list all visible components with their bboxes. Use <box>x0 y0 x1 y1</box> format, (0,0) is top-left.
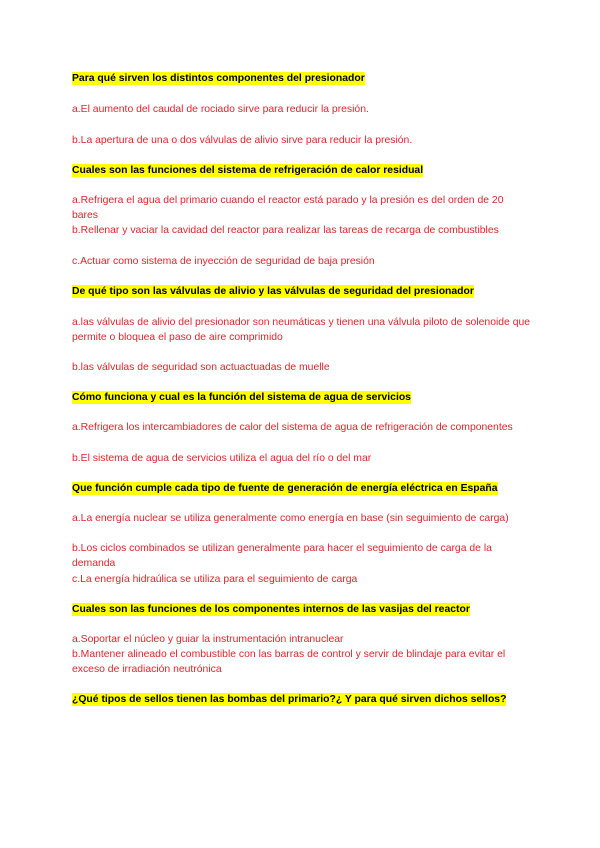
question-2 <box>72 163 532 178</box>
answer-2c <box>72 254 532 269</box>
answer-text: c.Actuar como sistema de inyección de seguridad de baja presión <box>72 256 375 267</box>
question-3-text: De qué tipo son las válvulas de alivio y las válvulas de seguridad del presionador <box>72 286 474 297</box>
answer-5a <box>72 511 532 526</box>
question-5-text: Que función cumple cada tipo de fuente de generación de energía eléctrica en España <box>72 483 498 494</box>
answer-4b <box>72 451 532 466</box>
answer-text: b.El sistema de agua de servicios utiliza el agua del río o del mar <box>72 453 372 464</box>
question-5 <box>72 481 532 496</box>
question-6 <box>72 602 532 617</box>
question-7 <box>72 692 532 707</box>
question-1 <box>72 71 532 86</box>
answer-text: b.Rellenar y vaciar la cavidad del reactor para realizar las tareas de recarga de combustibles <box>72 225 499 236</box>
question-3 <box>72 284 532 299</box>
answer-4a <box>72 420 532 435</box>
answer-text: b.las válvulas de seguridad son actuactuadas de muelle <box>72 362 330 373</box>
question-6-text: Cuales son las funciones de los componentes internos de las vasijas del reactor <box>72 604 470 615</box>
answer-6a <box>72 632 532 647</box>
answer-1a <box>72 102 532 117</box>
answer-3a <box>72 315 532 345</box>
answer-text: a.La energía nuclear se utiliza generalmente como energía en base (sin seguimiento de carga) <box>72 513 509 524</box>
question-7-text: ¿Qué tipos de sellos tienen las bombas del primario?¿ Y para qué sirven dichos sellos? <box>72 694 507 705</box>
answer-text: a.Soportar el núcleo y guiar la instrumentación intranuclear <box>72 634 344 645</box>
answer-2b <box>72 223 532 238</box>
answer-text: a.Refrigera los intercambiadores de calor del sistema de agua de refrigeración de componentes <box>72 422 513 433</box>
question-4 <box>72 390 532 405</box>
answer-6b <box>72 647 532 677</box>
question-2-text: Cuales son las funciones del sistema de refrigeración de calor residual <box>72 165 424 176</box>
question-4-text: Cómo funciona y cual es la función del sistema de agua de servicios <box>72 392 411 403</box>
answer-3b <box>72 360 532 375</box>
answer-text: c.La energía hidraúlica se utiliza para el seguimiento de carga <box>72 574 358 585</box>
answer-text: a.El aumento del caudal de rociado sirve para reducir la presión. <box>72 104 369 115</box>
answer-1b <box>72 133 532 148</box>
question-1-text: Para qué sirven los distintos componentes del presionador <box>72 73 365 84</box>
answer-5c <box>72 572 532 587</box>
answer-text: b.Mantener alineado el combustible con las barras de control y servir de blindaje para evitar el exceso de irradiación neutrónica <box>72 649 506 675</box>
answer-5b <box>72 541 532 571</box>
answer-text: b.La apertura de una o dos válvulas de alivio sirve para reducir la presión. <box>72 135 413 146</box>
answer-text: a.las válvulas de alivio del presionador son neumáticas y tienen una válvula piloto de solenoide que permite o bloquea el paso de aire comprimido <box>72 317 531 343</box>
answer-text: b.Los ciclos combinados se utilizan generalmente para hacer el seguimiento de carga de la demanda <box>72 543 492 569</box>
answer-2a <box>72 193 532 223</box>
answer-text: a.Refrigera el agua del primario cuando el reactor está parado y la presión es del orden de 20 bares <box>72 195 504 221</box>
